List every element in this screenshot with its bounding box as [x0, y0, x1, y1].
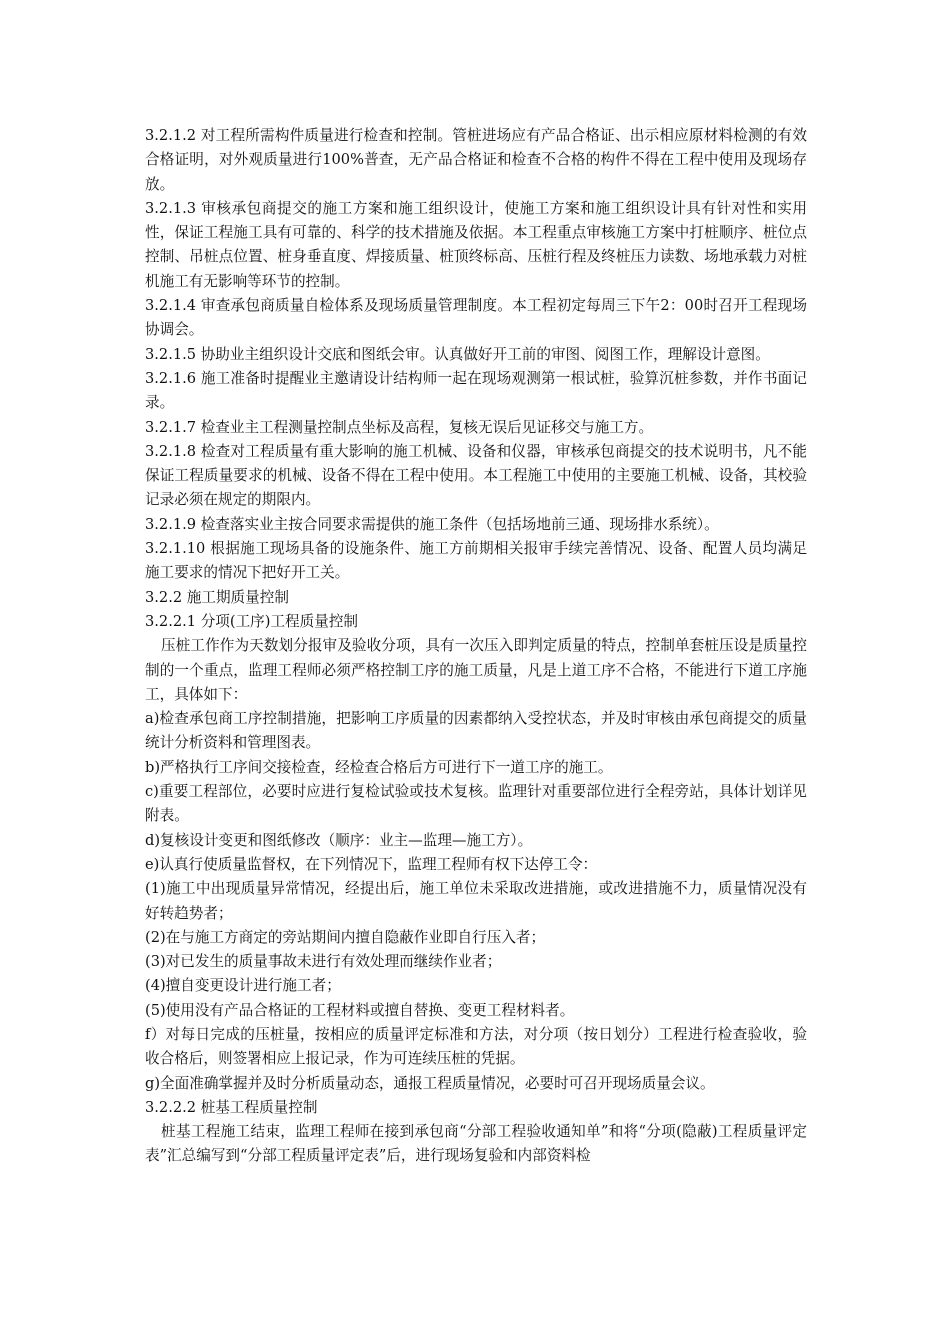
paragraph: a)检查承包商工序控制措施，把影响工序质量的因素都纳入受控状态，并及时审核由承包商提交的质量统计分析资料和管理图表。 — [145, 710, 807, 752]
paragraph: (2)在与施工方商定的旁站期间内擅自隐蔽作业即自行压入者； — [145, 928, 546, 946]
paragraph: 3.2.2.1 分项(工序)工程质量控制 — [145, 612, 359, 630]
paragraph: (5)使用没有产品合格证的工程材料或擅自替换、变更工程材料者。 — [145, 1001, 575, 1019]
paragraph: e)认真行使质量监督权，在下列情况下，监理工程师有权下达停工令： — [145, 855, 598, 873]
paragraph: 3.2.1.6 施工准备时提醒业主邀请设计结构师一起在现场观测第一根试桩，验算沉桩参数，并作书面记录。 — [145, 369, 807, 412]
paragraph: 3.2.2 施工期质量控制 — [145, 588, 289, 606]
paragraph: 桩基工程施工结束，监理工程师在接到承包商“分部工程验收通知单”和将“分项(隐蔽)工程质量评定表”汇总编写到“分部工程质量评定表”后，进行现场复验和内部资料检 — [145, 1123, 807, 1165]
paragraph: 3.2.1.7 检查业主工程测量控制点坐标及高程，复核无误后见证移交与施工方。 — [145, 418, 654, 436]
paragraph: 3.2.1.2 对工程所需构件质量进行检查和控制。管桩进场应有产品合格证、出示相应原材料检测的有效合格证明，对外观质量进行100%普查，无产品合格证和检查不合格的构件不得在工程中使用及现场存放。 — [145, 127, 807, 193]
paragraph: 3.2.1.4 审查承包商质量自检体系及现场质量管理制度。本工程初定每周三下午2：00时召开工程现场协调会。 — [145, 297, 807, 339]
paragraph: 3.2.1.9 检查落实业主按合同要求需提供的施工条件（包括场地前三通、现场排水系统）。 — [145, 515, 719, 533]
paragraph: d)复核设计变更和图纸修改（顺序：业主—监理—施工方）。 — [145, 831, 533, 849]
paragraph: f）对每日完成的压桩量，按相应的质量评定标准和方法，对分项（按日划分）工程进行检查验收，验收合格后，则签署相应上报记录，作为可连续压桩的凭据。 — [145, 1025, 807, 1068]
paragraph: g)全面准确掌握并及时分析质量动态，通报工程质量情况，必要时可召开现场质量会议。 — [145, 1074, 715, 1092]
paragraph: 3.2.2.2 桩基工程质量控制 — [145, 1098, 318, 1116]
paragraph: c)重要工程部位，必要时应进行复检试验或技术复核。监理针对重要部位进行全程旁站，具体计划详见附表。 — [145, 783, 807, 825]
paragraph: (3)对已发生的质量事故未进行有效处理而继续作业者； — [145, 953, 502, 971]
paragraph: (1)施工中出现质量异常情况，经提出后，施工单位未采取改进措施，或改进措施不力，质量情况没有好转趋势者； — [145, 880, 807, 922]
paragraph: b)严格执行工序间交接检查，经检查合格后方可进行下一道工序的施工。 — [145, 758, 613, 776]
paragraph: 3.2.1.3 审核承包商提交的施工方案和施工组织设计，使施工方案和施工组织设计具有针对性和实用性，保证工程施工具有可靠的、科学的技术措施及依据。本工程重点审核施工方案中打桩顺序、桩位点控制、吊桩点位置、桩身垂直度、焊接质量、桩顶终标高、压桩行程及终桩压力读数、场地承载力对桩机施工有无影响等环节的控制。 — [145, 199, 807, 290]
paragraph: 3.2.1.5 协助业主组织设计交底和图纸会审。认真做好开工前的审图、阅图工作，理解设计意图。 — [145, 345, 770, 363]
paragraph: 压桩工作作为天数划分报审及验收分项，具有一次压入即判定质量的特点，控制单套桩压设是质量控制的一个重点，监理工程师必须严格控制工序的施工质量，凡是上道工序不合格，不能进行下道工序施工，具体如下： — [145, 637, 807, 703]
paragraph: 3.2.1.10 根据施工现场具备的设施条件、施工方前期相关报审手续完善情况、设备、配置人员均满足施工要求的情况下把好开工关。 — [145, 540, 807, 582]
document-page — [145, 124, 807, 1169]
paragraph: (4)擅自变更设计进行施工者； — [145, 977, 341, 995]
paragraph: 3.2.1.8 检查对工程质量有重大影响的施工机械、设备和仪器，审核承包商提交的技术说明书，凡不能保证工程质量要求的机械、设备不得在工程中使用。本工程施工中使用的主要施工机械、设备，其校验记录必须在规定的期限内。 — [145, 442, 807, 509]
